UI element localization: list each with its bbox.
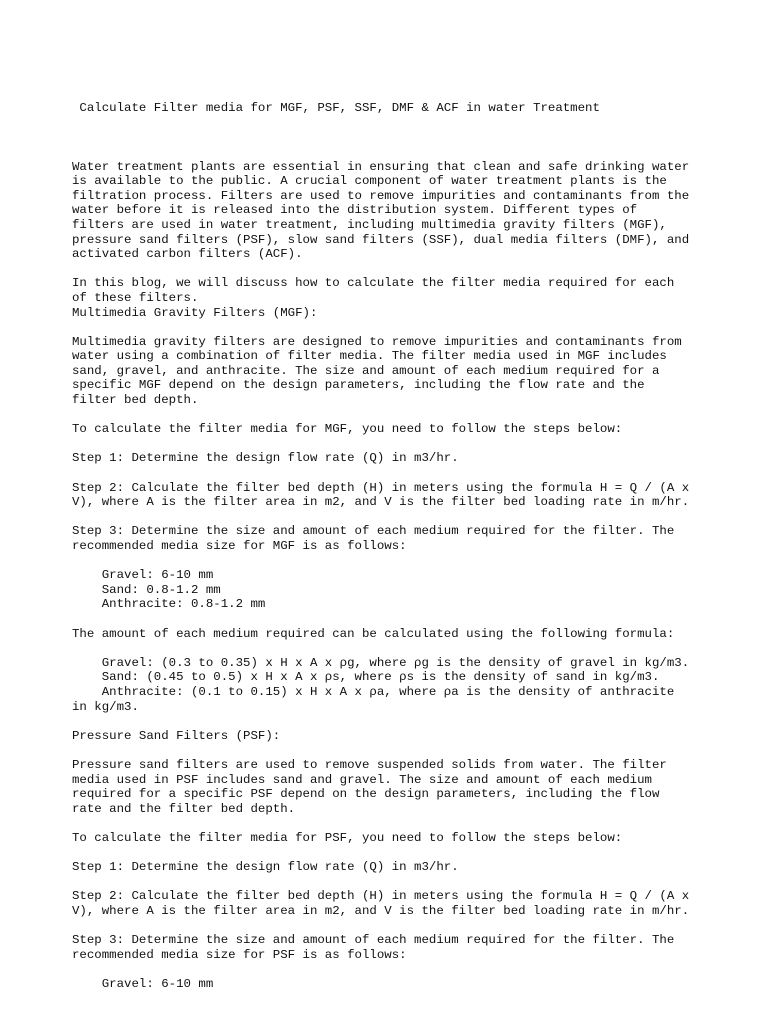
paragraph (72, 889, 728, 918)
paragraph (72, 831, 728, 846)
paragraph (72, 451, 728, 466)
paragraph-line: filters are used in water treatment, including multimedia gravity filters (MGF), (72, 217, 667, 232)
paragraph (72, 977, 728, 992)
paragraph-line: is available to the public. A crucial component of water treatment plants is the (72, 174, 667, 189)
paragraph (72, 758, 728, 816)
paragraph-line: Multimedia Gravity Filters (MGF): (72, 305, 318, 320)
paragraph-line: media used in PSF includes sand and gravel. The size and amount of each medium (72, 772, 652, 787)
paragraph (72, 481, 728, 510)
paragraph-line: rate and the filter bed depth. (72, 801, 296, 816)
paragraph (72, 335, 728, 408)
paragraph-line: Gravel: 6-10 mm (72, 568, 214, 583)
paragraph-line: The amount of each medium required can be calculated using the following formula: (72, 626, 675, 641)
paragraph (72, 160, 728, 262)
paragraph-line: Water treatment plants are essential in ensuring that clean and safe drinking water (72, 159, 690, 174)
paragraph-line: sand, gravel, and anthracite. The size and amount of each medium required for a (72, 363, 660, 378)
paragraph-line: water before it is released into the distribution system. Different types of (72, 203, 638, 218)
paragraph-line: V), where A is the filter area in m2, and V is the filter bed loading rate in m/hr. (72, 495, 690, 510)
paragraph-line: Sand: 0.8-1.2 mm (72, 582, 221, 597)
paragraph (72, 729, 728, 744)
paragraph-line: Step 3: Determine the size and amount of each medium required for the filter. The (72, 933, 675, 948)
paragraph-line: filtration process. Filters are used to remove impurities and contaminants from the (72, 188, 690, 203)
paragraph-line: in kg/m3. (72, 699, 139, 714)
paragraph (72, 656, 728, 714)
title-line: Calculate Filter media for MGF, PSF, SSF, DMF & ACF in water Treatment (72, 101, 600, 116)
paragraph-line: pressure sand filters (PSF), slow sand filters (SSF), dual media filters (DMF), and (72, 232, 690, 247)
paragraph-line: Step 2: Calculate the filter bed depth (H) in meters using the formula H = Q / (A x (72, 480, 690, 495)
paragraph-line: water using a combination of filter media. The filter media used in MGF includes (72, 349, 667, 364)
paragraph-line: V), where A is the filter area in m2, and V is the filter bed loading rate in m/hr. (72, 903, 690, 918)
paragraph-line: recommended media size for MGF is as follows: (72, 539, 407, 553)
paragraph-line: specific MGF depend on the design parameters, including the flow rate and the (72, 378, 645, 393)
paragraph-line: Gravel: (0.3 to 0.35) x H x A x ρg, where ρg is the density of gravel in kg/m3. (72, 655, 690, 670)
paragraph-line: Gravel: 6-10 mm (72, 976, 214, 991)
paragraph (72, 422, 728, 437)
paragraph-line: In this blog, we will discuss how to calculate the filter media required for each (72, 276, 675, 291)
paragraph (72, 627, 728, 642)
paragraph-line: filter bed depth. (72, 393, 199, 408)
paragraph-line: required for a specific PSF depend on the design parameters, including the flow (72, 787, 660, 802)
paragraph-line: activated carbon filters (ACF). (72, 247, 303, 262)
paragraph-line: Step 3: Determine the size and amount of each medium required for the filter. The (72, 524, 675, 539)
paragraph (72, 933, 728, 962)
paragraph-line: Sand: (0.45 to 0.5) x H x A x ρs, where ρs is the density of sand in kg/m3. (72, 670, 660, 685)
document-title (72, 72, 728, 145)
paragraph-line: Pressure sand filters are used to remove suspended solids from water. The filter (72, 757, 667, 772)
paragraph-line: Step 1: Determine the design flow rate (Q) in m3/hr. (72, 451, 459, 466)
paragraph-line: Step 1: Determine the design flow rate (Q) in m3/hr. (72, 860, 459, 875)
paragraph-line: To calculate the filter media for MGF, you need to follow the steps below: (72, 422, 623, 437)
paragraph-line: Step 2: Calculate the filter bed depth (H) in meters using the formula H = Q / (A x (72, 889, 690, 904)
paragraph-line: Multimedia gravity filters are designed to remove impurities and contaminants from (72, 334, 682, 349)
paragraph (72, 276, 728, 320)
document-body (72, 160, 728, 992)
paragraph-line: Anthracite: (0.1 to 0.15) x H x A x ρa, where ρa is the density of anthracite (72, 684, 675, 699)
paragraph-line: of these filters. (72, 290, 199, 305)
paragraph-line: recommended media size for PSF is as follows: (72, 947, 407, 962)
paragraph (72, 524, 728, 553)
paragraph-line: Pressure Sand Filters (PSF): (72, 728, 281, 743)
paragraph (72, 568, 728, 612)
paragraph (72, 860, 728, 875)
paragraph-line: To calculate the filter media for PSF, you need to follow the steps below: (72, 830, 623, 845)
paragraph-line: Anthracite: 0.8-1.2 mm (72, 597, 266, 612)
